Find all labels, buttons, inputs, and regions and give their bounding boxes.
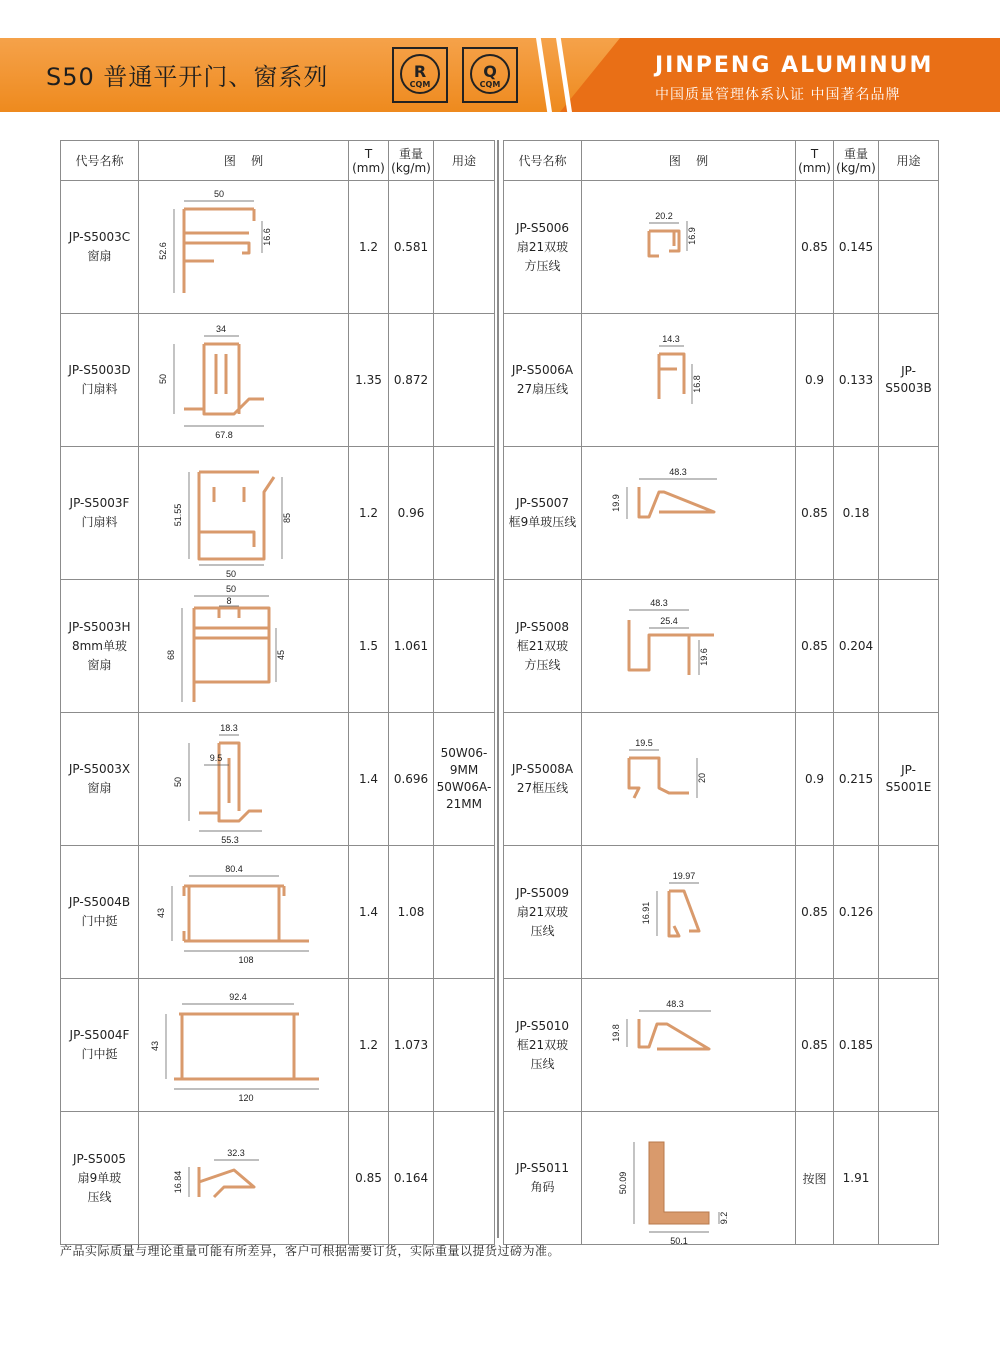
thickness-value: 1.4 bbox=[349, 713, 389, 846]
profile-code: JP-S5003H bbox=[68, 619, 131, 634]
header-thickness bbox=[796, 141, 834, 181]
thickness-value: 1.2 bbox=[349, 979, 389, 1112]
table-row bbox=[504, 1112, 939, 1245]
dimension-label: 120 bbox=[237, 1093, 254, 1103]
weight-value: 0.696 bbox=[389, 713, 434, 846]
thickness-value: 1.2 bbox=[349, 181, 389, 314]
dimension-label: 19.5 bbox=[634, 738, 653, 748]
profile-figure-cell bbox=[582, 580, 796, 713]
dimension-label: 14.3 bbox=[661, 334, 680, 344]
profile-name: 8mm单玻 bbox=[71, 638, 127, 653]
profile-table-left bbox=[60, 140, 495, 1245]
profile-code: JP-S5003F bbox=[69, 496, 130, 510]
cert-ring-icon bbox=[400, 54, 440, 94]
profile-name: 门扇料 bbox=[81, 515, 118, 529]
weight-value: 0.204 bbox=[834, 580, 879, 713]
profile-figure-cell bbox=[139, 846, 349, 979]
profile-name: 窗扇 bbox=[87, 249, 112, 263]
profile-section-drawing bbox=[589, 580, 789, 712]
profile-section-drawing bbox=[144, 713, 344, 845]
profile-figure-cell bbox=[139, 314, 349, 447]
header-banner bbox=[0, 38, 1000, 112]
profile-section-drawing bbox=[144, 979, 344, 1111]
usage-cell bbox=[434, 314, 495, 447]
dimension-label: 25.4 bbox=[659, 616, 678, 626]
header-code: 代号名称 bbox=[61, 141, 139, 181]
header-weight bbox=[389, 141, 434, 181]
usage-cell bbox=[434, 979, 495, 1112]
table-divider bbox=[497, 140, 499, 1238]
profile-code: JP-S5003X bbox=[68, 762, 131, 776]
weight-value: 0.96 bbox=[389, 447, 434, 580]
profile-code: JP-S5008A bbox=[511, 762, 574, 776]
dimension-label: 48.3 bbox=[649, 598, 668, 608]
table-row bbox=[61, 181, 495, 314]
profile-name: 方压线 bbox=[524, 258, 561, 273]
profile-code: JP-S5006A bbox=[511, 363, 574, 377]
dimension-label: 43 bbox=[155, 907, 166, 919]
dimension-label: 20 bbox=[696, 772, 707, 784]
profile-figure-cell bbox=[139, 1112, 349, 1245]
profile-code-cell bbox=[61, 447, 139, 580]
thickness-value: 1.4 bbox=[349, 846, 389, 979]
table-row bbox=[504, 580, 939, 713]
dimension-label: 16.9 bbox=[686, 227, 697, 245]
thickness-value: 按图 bbox=[796, 1112, 834, 1245]
dimension-label: 50.09 bbox=[617, 1171, 628, 1195]
dimension-label: 45 bbox=[275, 649, 286, 661]
thickness-value: 0.85 bbox=[349, 1112, 389, 1245]
profile-table-right bbox=[503, 140, 939, 1245]
table-row bbox=[61, 447, 495, 580]
table-row bbox=[504, 979, 939, 1112]
dimension-label: 9.2 bbox=[718, 1211, 729, 1225]
profile-figure-cell bbox=[139, 447, 349, 580]
profile-figure-cell bbox=[582, 979, 796, 1112]
dimension-label: 67.8 bbox=[214, 430, 233, 440]
dimension-label: 50.1 bbox=[669, 1236, 688, 1244]
dimension-label: 16.6 bbox=[261, 228, 272, 246]
profile-section-drawing bbox=[144, 181, 344, 313]
usage-cell bbox=[434, 846, 495, 979]
cert-text: CQM bbox=[409, 80, 431, 89]
profile-section-drawing bbox=[589, 846, 789, 978]
profile-name: 扇21双玻 bbox=[516, 904, 569, 919]
profile-name: 门中挺 bbox=[81, 1047, 118, 1061]
table-row bbox=[504, 314, 939, 447]
table-row bbox=[61, 314, 495, 447]
dimension-label: 8 bbox=[225, 596, 232, 606]
profile-figure-cell bbox=[139, 713, 349, 846]
profile-figure-cell bbox=[582, 846, 796, 979]
profile-code-cell bbox=[61, 580, 139, 713]
profile-code-cell bbox=[504, 713, 582, 846]
profile-name: 角码 bbox=[530, 1180, 555, 1194]
brand-slogan-chinese: 中国质量管理体系认证 中国著名品牌 bbox=[655, 87, 901, 103]
profile-code-cell bbox=[504, 846, 582, 979]
usage-cell bbox=[434, 1112, 495, 1245]
profile-name: 压线 bbox=[530, 923, 555, 938]
usage-text: 50W06A- bbox=[436, 780, 492, 794]
weight-value: 1.061 bbox=[389, 580, 434, 713]
dimension-label: 16.8 bbox=[691, 375, 702, 393]
weight-unit: (kg/m) bbox=[391, 160, 431, 175]
cert-letter: R bbox=[413, 62, 427, 81]
table-row bbox=[61, 979, 495, 1112]
profile-code: JP-S5007 bbox=[516, 496, 569, 510]
profile-section-drawing bbox=[589, 713, 789, 845]
profile-figure-cell bbox=[582, 1112, 796, 1245]
cqm-r-certification-logo bbox=[392, 47, 448, 103]
profile-figure-cell bbox=[139, 181, 349, 314]
usage-cell bbox=[879, 846, 939, 979]
series-title: S50 普通平开门、窗系列 bbox=[46, 63, 329, 91]
profile-code-cell bbox=[504, 314, 582, 447]
weight-value: 1.073 bbox=[389, 979, 434, 1112]
dimension-label: 19.97 bbox=[672, 871, 695, 881]
weight-label: 重量 bbox=[843, 146, 868, 161]
profile-code: JP-S5006 bbox=[516, 220, 569, 235]
thickness-symbol: T bbox=[364, 146, 373, 161]
table-row bbox=[61, 580, 495, 713]
dimension-label: 48.3 bbox=[668, 467, 687, 477]
usage-text: 50W06- bbox=[440, 746, 488, 760]
thickness-value: 0.85 bbox=[796, 447, 834, 580]
profile-section-drawing bbox=[589, 314, 789, 446]
usage-cell bbox=[434, 580, 495, 713]
profile-name: 门扇料 bbox=[81, 382, 118, 396]
usage-cell bbox=[879, 713, 939, 846]
profile-code: JP-S5005 bbox=[73, 1151, 126, 1166]
usage-text: JP-S5001E bbox=[885, 763, 932, 794]
usage-cell bbox=[879, 181, 939, 314]
profile-code-cell bbox=[61, 979, 139, 1112]
footnote: 产品实际质量与理论重量可能有所差异，客户可根据需要订货，实际重量以提货过磅为准。 bbox=[60, 1244, 561, 1258]
dimension-label: 16.84 bbox=[172, 1170, 183, 1194]
profile-section-drawing bbox=[144, 447, 344, 579]
profile-code: JP-S5011 bbox=[516, 1161, 569, 1175]
profile-figure-cell bbox=[582, 181, 796, 314]
usage-cell bbox=[434, 447, 495, 580]
thickness-value: 1.2 bbox=[349, 447, 389, 580]
weight-value: 0.145 bbox=[834, 181, 879, 314]
header-figure: 图 例 bbox=[139, 141, 349, 181]
profile-code: JP-S5004F bbox=[69, 1028, 130, 1042]
weight-value: 0.164 bbox=[389, 1112, 434, 1245]
dimension-label: 48.3 bbox=[665, 999, 684, 1009]
profile-section-drawing bbox=[589, 979, 789, 1111]
profile-section-drawing bbox=[144, 314, 344, 446]
dimension-label: 68 bbox=[165, 649, 176, 661]
profile-code-cell bbox=[504, 1112, 582, 1245]
profile-figure-cell bbox=[582, 447, 796, 580]
profile-name: 扇21双玻 bbox=[516, 239, 569, 254]
dimension-label: 108 bbox=[237, 955, 254, 965]
usage-cell bbox=[879, 580, 939, 713]
profile-figure-cell bbox=[139, 580, 349, 713]
table-row bbox=[61, 713, 495, 846]
profile-section-drawing bbox=[144, 580, 344, 712]
dimension-label: 51.55 bbox=[172, 503, 183, 527]
profile-name: 方压线 bbox=[524, 657, 561, 672]
weight-value: 0.872 bbox=[389, 314, 434, 447]
dimension-label: 92.4 bbox=[228, 992, 247, 1002]
profile-section-drawing bbox=[144, 1112, 344, 1244]
profile-code-cell bbox=[504, 979, 582, 1112]
profile-name: 窗扇 bbox=[87, 781, 112, 795]
cert-ring-icon bbox=[470, 54, 510, 94]
weight-value: 1.08 bbox=[389, 846, 434, 979]
dimension-label: 18.3 bbox=[219, 723, 238, 733]
dimension-label: 50 bbox=[225, 569, 236, 579]
profile-code-cell bbox=[61, 314, 139, 447]
dimension-label: 43 bbox=[149, 1040, 160, 1052]
thickness-value: 0.85 bbox=[796, 181, 834, 314]
weight-value: 0.133 bbox=[834, 314, 879, 447]
profile-code-cell bbox=[61, 846, 139, 979]
usage-cell bbox=[879, 314, 939, 447]
header-code: 代号名称 bbox=[504, 141, 582, 181]
profile-figure-cell bbox=[582, 713, 796, 846]
table-header-row bbox=[61, 141, 495, 181]
usage-cell bbox=[434, 713, 495, 846]
usage-text: 21MM bbox=[446, 797, 482, 811]
dimension-label: 50 bbox=[225, 584, 236, 594]
profile-section-drawing bbox=[144, 846, 344, 978]
dimension-label: 32.3 bbox=[226, 1148, 245, 1158]
dimension-label: 19.9 bbox=[610, 494, 621, 512]
usage-cell bbox=[879, 447, 939, 580]
table-row bbox=[504, 713, 939, 846]
profile-code: JP-S5008 bbox=[516, 619, 569, 634]
profile-name: 窗扇 bbox=[87, 657, 112, 672]
thickness-value: 0.9 bbox=[796, 314, 834, 447]
cqm-q-certification-logo bbox=[462, 47, 518, 103]
profile-code-cell bbox=[504, 580, 582, 713]
profile-section-drawing bbox=[589, 181, 789, 313]
weight-value: 0.185 bbox=[834, 979, 879, 1112]
usage-cell bbox=[879, 1112, 939, 1245]
thickness-unit: (mm) bbox=[352, 160, 385, 175]
weight-value: 0.18 bbox=[834, 447, 879, 580]
usage-text: JP-S5003B bbox=[885, 364, 932, 395]
weight-unit: (kg/m) bbox=[836, 160, 876, 175]
header-usage: 用途 bbox=[879, 141, 939, 181]
weight-value: 0.126 bbox=[834, 846, 879, 979]
dimension-label: 85 bbox=[281, 512, 292, 524]
thickness-value: 0.9 bbox=[796, 713, 834, 846]
brand-name-english: JINPENG ALUMINUM bbox=[655, 53, 934, 78]
profile-figure-cell bbox=[139, 979, 349, 1112]
thickness-value: 0.85 bbox=[796, 580, 834, 713]
dimension-label: 9.5 bbox=[209, 753, 222, 763]
weight-value: 0.215 bbox=[834, 713, 879, 846]
dimension-label: 20.2 bbox=[654, 211, 673, 221]
profile-code: JP-S5003D bbox=[68, 363, 131, 377]
profile-code-cell bbox=[504, 181, 582, 314]
cert-text: CQM bbox=[479, 80, 501, 89]
table-row bbox=[504, 181, 939, 314]
thickness-value: 1.5 bbox=[349, 580, 389, 713]
header-figure: 图 例 bbox=[582, 141, 796, 181]
profile-code: JP-S5004B bbox=[68, 895, 131, 909]
table-row bbox=[504, 846, 939, 979]
profile-name: 框9单玻压线 bbox=[508, 515, 577, 529]
dimension-label: 80.4 bbox=[224, 864, 243, 874]
weight-label: 重量 bbox=[398, 146, 423, 161]
profile-name: 扇9单玻 bbox=[77, 1170, 122, 1185]
profile-code-cell bbox=[61, 713, 139, 846]
profile-name: 27扇压线 bbox=[516, 382, 569, 396]
profile-section-drawing bbox=[589, 1112, 789, 1244]
profile-code-cell bbox=[61, 1112, 139, 1245]
weight-value: 0.581 bbox=[389, 181, 434, 314]
table-header-row bbox=[504, 141, 939, 181]
profile-name: 压线 bbox=[87, 1189, 112, 1204]
usage-cell bbox=[879, 979, 939, 1112]
weight-value: 1.91 bbox=[834, 1112, 879, 1245]
usage-text: 9MM bbox=[449, 763, 479, 777]
header-usage: 用途 bbox=[434, 141, 495, 181]
cert-letter: Q bbox=[483, 62, 497, 81]
profile-code: JP-S5010 bbox=[516, 1018, 569, 1033]
dimension-label: 19.6 bbox=[698, 648, 709, 666]
profile-code-cell bbox=[61, 181, 139, 314]
profile-code: JP-S5009 bbox=[516, 885, 569, 900]
dimension-label: 50 bbox=[213, 189, 224, 199]
thickness-symbol: T bbox=[810, 146, 819, 161]
thickness-value: 0.85 bbox=[796, 979, 834, 1112]
header-thickness bbox=[349, 141, 389, 181]
profile-name: 门中挺 bbox=[81, 914, 118, 928]
profile-code-cell bbox=[504, 447, 582, 580]
dimension-label: 52.6 bbox=[157, 242, 168, 260]
table-row bbox=[61, 846, 495, 979]
profile-name: 框21双玻 bbox=[516, 1037, 569, 1052]
dimension-label: 19.8 bbox=[610, 1024, 621, 1042]
table-row bbox=[504, 447, 939, 580]
dimension-label: 50 bbox=[157, 373, 168, 385]
profile-name: 27框压线 bbox=[516, 781, 569, 795]
thickness-value: 0.85 bbox=[796, 846, 834, 979]
header-weight bbox=[834, 141, 879, 181]
thickness-value: 1.35 bbox=[349, 314, 389, 447]
dimension-label: 55.3 bbox=[220, 835, 239, 845]
profile-name: 框21双玻 bbox=[516, 638, 569, 653]
profile-figure-cell bbox=[582, 314, 796, 447]
dimension-label: 34 bbox=[215, 324, 226, 334]
thickness-unit: (mm) bbox=[798, 160, 831, 175]
profile-section-drawing bbox=[589, 447, 789, 579]
table-row bbox=[61, 1112, 495, 1245]
dimension-label: 50 bbox=[172, 776, 183, 788]
profile-code: JP-S5003C bbox=[68, 230, 131, 244]
dimension-label: 16.91 bbox=[640, 901, 651, 925]
usage-cell bbox=[434, 181, 495, 314]
profile-name: 压线 bbox=[530, 1056, 555, 1071]
